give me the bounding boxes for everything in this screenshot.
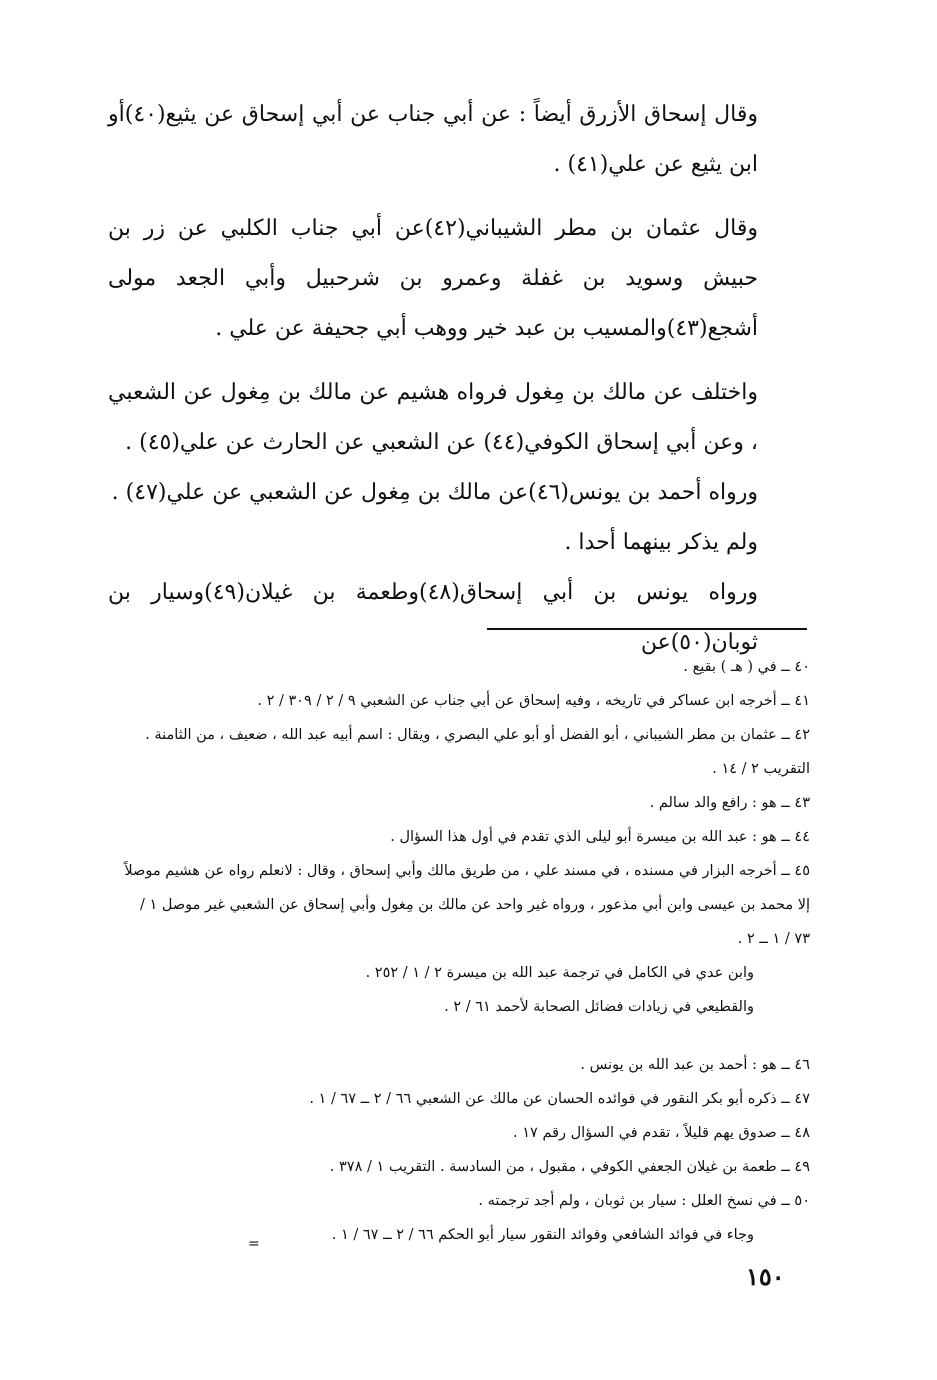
- paragraph: وقال عثمان بن مطر الشيباني(٤٢)عن أبي جناب الكلبي عن زر بن حبيش وسويد بن غفلة وعمرو بن شرحبيل وأبي الجعد مولى أشجع(٤٣)والمسيب بن عبد خير ووهب أبي جحيفة عن علي .: [108, 216, 759, 341]
- footnote-50: ٥٠ ــ في نسخ العلل : سيار بن ثوبان ، ولم أجد ترجمته .: [478, 1193, 810, 1209]
- footnote-45: ٤٥ ــ أخرجه البزار في مسنده ، في مسند علي ، من طريق مالك وأبي إسحاق ، وقال : لانعلم رواه عن هشيم موصلاً إلا محمد بن عيسى وابن أبي مذعور ، ورواه غير واحد عن مالك بن مِغول وأبي إسحاق عن الشعبي غير موصل ١ / ٧٣ / ١ ــ ٢ .: [124, 863, 810, 947]
- footnote-40: ٤٠ ــ في ( هـ ) بقيع .: [683, 659, 810, 675]
- footnote-50-continuation: وجاء في فوائد الشافعي وفوائد النقور سيار أبو الحكم ٦٦ / ٢ ــ ٦٧ / ١ .: [331, 1227, 754, 1243]
- footnote-45-continuation: وابن عدي في الكامل في ترجمة عبد الله بن ميسرة ٢ / ١ / ٢٥٢ .: [365, 965, 754, 981]
- footnote-41: ٤١ ــ أخرجه ابن عساكر في تاريخه ، وفيه إسحاق عن أبي جناب عن الشعبي ٩ / ٢ / ٣٠٩ / ٢ .: [257, 693, 810, 709]
- paragraph: ولم يذكر بينهما أحدا .: [564, 530, 758, 555]
- footnote-42: ٤٢ ــ عثمان بن مطر الشيباني ، أبو الفضل أو أبو علي البصري ، ويقال : اسم أبيه عبد الله ، ضعيف ، من الثامنة . التقريب ٢ / ١٤ .: [145, 727, 810, 777]
- paragraph: ورواه يونس بن أبي إسحاق(٤٨)وطعمة بن غيلان(٤٩)وسيار بن ثوبان(٥٠)عن: [108, 580, 758, 655]
- footnote-43: ٤٣ ــ هو : رافع والد سالم .: [649, 795, 810, 811]
- footnotes: [120, 650, 810, 1252]
- footnote-47: ٤٧ ــ ذكره أبو بكر النقور في فوائده الحسان عن مالك عن الشعبي ٦٦ / ٢ ــ ٦٧ / ١ .: [309, 1091, 810, 1107]
- footnote-46: ٤٦ ــ هو : أحمد بن عبد الله بن يونس .: [580, 1057, 810, 1073]
- footnote-44: ٤٤ ــ هو : عبد الله بن ميسرة أبو ليلى الذي تقدم في أول هذا السؤال .: [390, 829, 810, 845]
- footnote-divider: [487, 628, 807, 630]
- paragraph: ورواه أحمد بن يونس(٤٦)عن مالك بن مِغول عن الشعبي عن علي(٤٧) .: [111, 480, 758, 505]
- paragraph: واختلف عن مالك بن مِغول فرواه هشيم عن مالك بن مِغول عن الشعبي ، وعن أبي إسحاق الكوفي(٤٤) عن الشعبي عن الحارث عن علي(٤٥) .: [108, 380, 758, 455]
- footnote-45-continuation: والقطيعي في زيادات فضائل الصحابة لأحمد ٦١ / ٢ .: [444, 999, 754, 1015]
- page-number: ١٥٠: [746, 1262, 785, 1291]
- paragraph: وقال إسحاق الأزرق أيضاً : عن أبي جناب عن أبي إسحاق عن يثيع(٤٠)أو ابن يثيع عن علي(٤١) .: [108, 102, 758, 177]
- main-text: [108, 90, 808, 668]
- continuation-mark: =: [248, 1236, 260, 1252]
- footnote-49: ٤٩ ــ طعمة بن غيلان الجعفي الكوفي ، مقبول ، من السادسة . التقريب ١ / ٣٧٨ .: [329, 1159, 810, 1175]
- footnote-48: ٤٨ ــ صدوق يهم قليلاً ، تقدم في السؤال رقم ١٧ .: [513, 1125, 810, 1141]
